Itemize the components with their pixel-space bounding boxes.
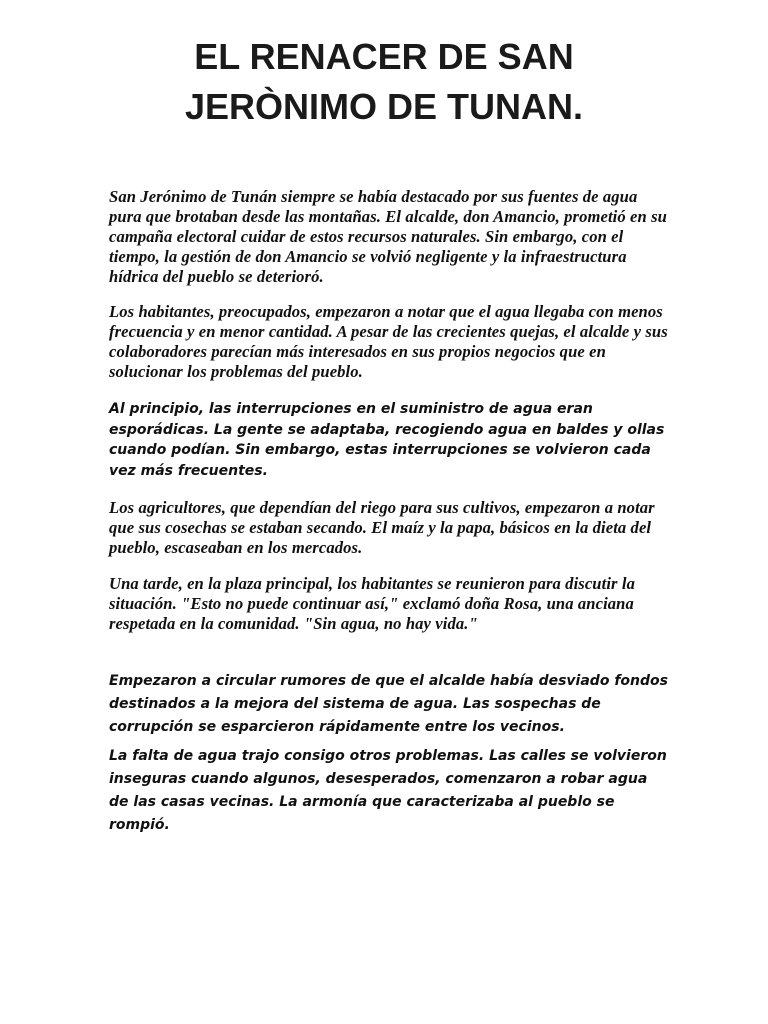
paragraph-5: Una tarde, en la plaza principal, los habitantes se reunieron para discutir la situación. "Esto no puede continuar así," exclamó doña Rosa, una anciana respetada en la comunidad. "Sin agua, no hay vida." bbox=[109, 574, 635, 633]
paragraph-1: San Jerónimo de Tunán siempre se había destacado por sus fuentes de agua pura que brotaban desde las montañas. El alcalde, don Amancio, prometió en su campaña electoral cuidar de estos recursos naturales. Sin embargo, con el tiempo, la gestión de don Amancio se volvió negligente y la infraestructura hídrica del pueblo se deterioró. bbox=[109, 187, 667, 286]
title-line-1: EL RENACER DE SAN bbox=[194, 36, 574, 77]
paragraph-6: Empezaron a circular rumores de que el alcalde había desviado fondos destinados a la mejora del sistema de agua. Las sospechas de corrupción se esparcieron rápidamente entre los vecinos. bbox=[109, 673, 668, 735]
paragraph-3: Al principio, las interrupciones en el suministro de agua eran esporádicas. La gente se adaptaba, recogiendo agua en baldes y ollas cuando podían. Sin embargo, estas interrupciones se volvieron cada vez más frecuentes. bbox=[109, 401, 665, 479]
title-line-2: JERÒNIMO DE TUNAN. bbox=[184, 86, 584, 127]
paragraph-4: Los agricultores, que dependían del riego para sus cultivos, empezaron a notar que sus cosechas se estaban secando. El maíz y la papa, básicos en la dieta del pueblo, escaseaban en los mercados. bbox=[109, 498, 655, 557]
paragraph-2: Los habitantes, preocupados, empezaron a notar que el agua llegaba con menos frecuencia y en menor cantidad. A pesar de las crecientes quejas, el alcalde y sus colaboradores parecían más interesados en sus propios negocios que en solucionar los problemas del pueblo. bbox=[109, 302, 668, 381]
document-title bbox=[60, 32, 708, 132]
paragraph-7: La falta de agua trajo consigo otros problemas. Las calles se volvieron inseguras cuando algunos, desesperados, comenzaron a robar agua de las casas vecinas. La armonía que caracterizaba al pueblo se rompió. bbox=[109, 748, 667, 833]
